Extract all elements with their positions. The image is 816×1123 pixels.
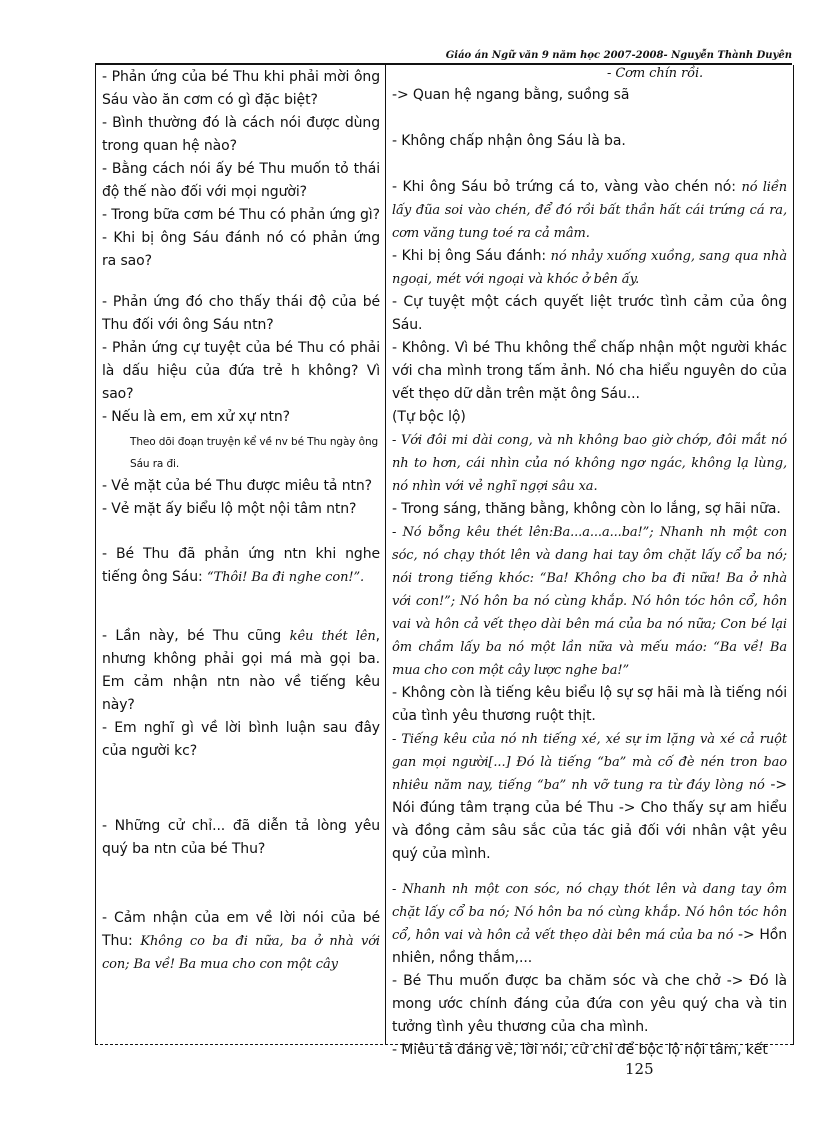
left-column (102, 66, 380, 976)
answer-6: - Không. Vì bé Thu không thể chấp nhận một người khác với cha mình trong tấm ảnh. Nó cha hiểu nguyên do của vết thẹo dữ dằn trên mặt ông Sáu... (392, 340, 787, 402)
answer-4-text: - Khi bị ông Sáu đánh: (392, 248, 551, 264)
question-1: - Phản ứng của bé Thu khi phải mời ông Sáu vào ăn cơm có gì đặc biệt? (102, 69, 380, 108)
page-number: 125 (625, 1060, 654, 1078)
answer-4-italic: nó nhảy xuống xuồng, sang qua nhà ngoại, mét với ngoại và khóc ở bên ấy. (392, 249, 787, 287)
page-header: Giáo án Ngữ văn 9 năm học 2007-2008- Nguyễn Thành Duyên (445, 50, 792, 61)
answer-13-text: -> Hồn nhiên, nồng thắm,... (392, 927, 787, 966)
answer-3 (392, 176, 787, 245)
question-11-quote: “Thôi! Ba đi nghe con!”. (206, 570, 365, 585)
answer-12 (392, 728, 787, 866)
answer-15: - Miêu tả dáng vẻ, lời nói, cử chỉ để bộc lộ nội tâm, kết (392, 1042, 768, 1058)
answer-13-italic: - Nhanh nh một con sóc, nó chạy thót lên và dang tay ôm chặt lấy cổ ba nó; Nó hôn ba nó cùng khắp. Nó hôn tóc hôn cổ, hôn vai và hôn cả vết thẹo dài bên má của ba nó (392, 882, 787, 943)
answer-9: - Trong sáng, thăng bằng, không còn lo lắng, sợ hãi nữa. (392, 501, 781, 517)
answer-14: - Bé Thu muốn được ba chăm sóc và che chở -> Đó là mong ước chính đáng của đứa con yêu quý cha và tin tưởng tình yêu thương của cha mình. (392, 973, 787, 1035)
answer-12-italic: - Tiếng kêu của nó nh tiếng xé, xé sự im lặng và xé cả ruột gan mọi người[...] Đó là tiếng “ba” mà cố đè nén tron bao nhiêu năm nay, tiếng “ba” nh vỡ tung ra từ đáy lòng nó (392, 732, 787, 793)
question-15 (102, 907, 380, 976)
column-divider (385, 65, 386, 1045)
question-15-text: - Cảm nhận của em về lời nói của bé Thu: (102, 910, 380, 949)
answer-3-italic: nó liền lấy đũa soi vào chén, để đó rồi bất thần hất cái trứng cá ra, cơm văng tung toé ra cả mâm. (392, 180, 787, 241)
answer-7: (Tự bộc lộ) (392, 409, 466, 425)
answer-1: -> Quan hệ ngang bằng, suồng sã (392, 87, 630, 103)
answer-13 (392, 878, 787, 970)
question-3: - Bằng cách nói ấy bé Thu muốn tỏ thái độ thế nào đối với mọi người? (102, 161, 380, 200)
question-10: - Vẻ mặt ấy biểu lộ một nội tâm ntn? (102, 501, 357, 517)
answer-2: - Không chấp nhận ông Sáu là ba. (392, 133, 626, 149)
question-12-end: , nhưng không phải gọi má mà gọi ba. Em cảm nhận ntn nào về tiếng kêu này? (102, 628, 380, 713)
answer-0 (392, 63, 787, 84)
right-column (392, 66, 787, 1062)
question-8: - Nếu là em, em xử xự ntn? (102, 409, 290, 425)
answer-5: - Cự tuyệt một cách quyết liệt trước tình cảm của ông Sáu. (392, 294, 787, 333)
question-13: - Em nghĩ gì về lời bình luận sau đây của người kc? (102, 720, 380, 759)
question-6: - Phản ứng đó cho thấy thái độ của bé Thu đối với ông Sáu ntn? (102, 294, 380, 333)
question-4: - Trong bữa cơm bé Thu có phản ứng gì? (102, 207, 380, 223)
reading-note: Theo dõi đoạn truyện kể về nv bé Thu ngày ông Sáu ra đi. (130, 436, 379, 470)
question-12-italic: kêu thét lên (289, 629, 376, 644)
answer-3-text: - Khi ông Sáu bỏ trứng cá to, vàng vào chén nó: (392, 179, 742, 195)
answer-11: - Không còn là tiếng kêu biểu lộ sự sợ hãi mà là tiếng nói của tình yêu thương ruột thịt. (392, 685, 787, 724)
question-11 (102, 543, 380, 589)
answer-12-text: -> Nói đúng tâm trạng của bé Thu -> Cho thấy sự am hiểu và đồng cảm sâu sắc của tác giả đối với nhân vật yêu quý của mình. (392, 777, 787, 862)
question-12 (102, 625, 380, 717)
answer-0-text: - Cơm chín rồi. (607, 66, 704, 81)
question-9: - Vẻ mặt của bé Thu được miêu tả ntn? (102, 478, 373, 494)
question-12-start: - Lần này, bé Thu cũng (102, 628, 290, 644)
question-11-text: - Bé Thu đã phản ứng ntn khi nghe tiếng ông Sáu: (102, 546, 380, 585)
question-2: - Bình thường đó là cách nói được dùng trong quan hệ nào? (102, 115, 380, 154)
question-14: - Những cử chỉ... đã diễn tả lòng yêu quý ba ntn của bé Thu? (102, 818, 380, 857)
answer-10: - Nó bỗng kêu thét lên:Ba...a...a...ba!”; Nhanh nh một con sóc, nó chạy thót lên và dang hai tay ôm chặt lấy cổ ba nó; nói trong tiếng khóc: “Ba! Không cho ba đi nữa! Ba ở nhà với con!”; Nó hôn ba nó cùng khắp. Nó hôn tóc hôn cổ, hôn vai và hôn cả vết thẹo dài bên má của ba nó nữa; Con bé lại ôm chầm lấy ba nó một lần nữa và mếu máo: “Ba về! Ba mua cho con một cây lược nghe ba!” (392, 525, 787, 678)
answer-4 (392, 245, 787, 291)
question-15-quote: Không co ba đi nữa, ba ở nhà với con; Ba về! Ba mua cho con một cây (102, 934, 380, 972)
question-7: - Phản ứng cự tuyệt của bé Thu có phải là dấu hiệu của đứa trẻ h không? Vì sao? (102, 340, 380, 402)
question-5: - Khi bị ông Sáu đánh nó có phản ứng ra sao? (102, 230, 380, 269)
answer-8: - Với đôi mi dài cong, và nh không bao giờ chớp, đôi mắt nó nh to hơn, cái nhìn của nó không ngơ ngác, không lạ lùng, nó nhìn với vẻ nghĩ ngợi sâu xa. (392, 433, 787, 494)
